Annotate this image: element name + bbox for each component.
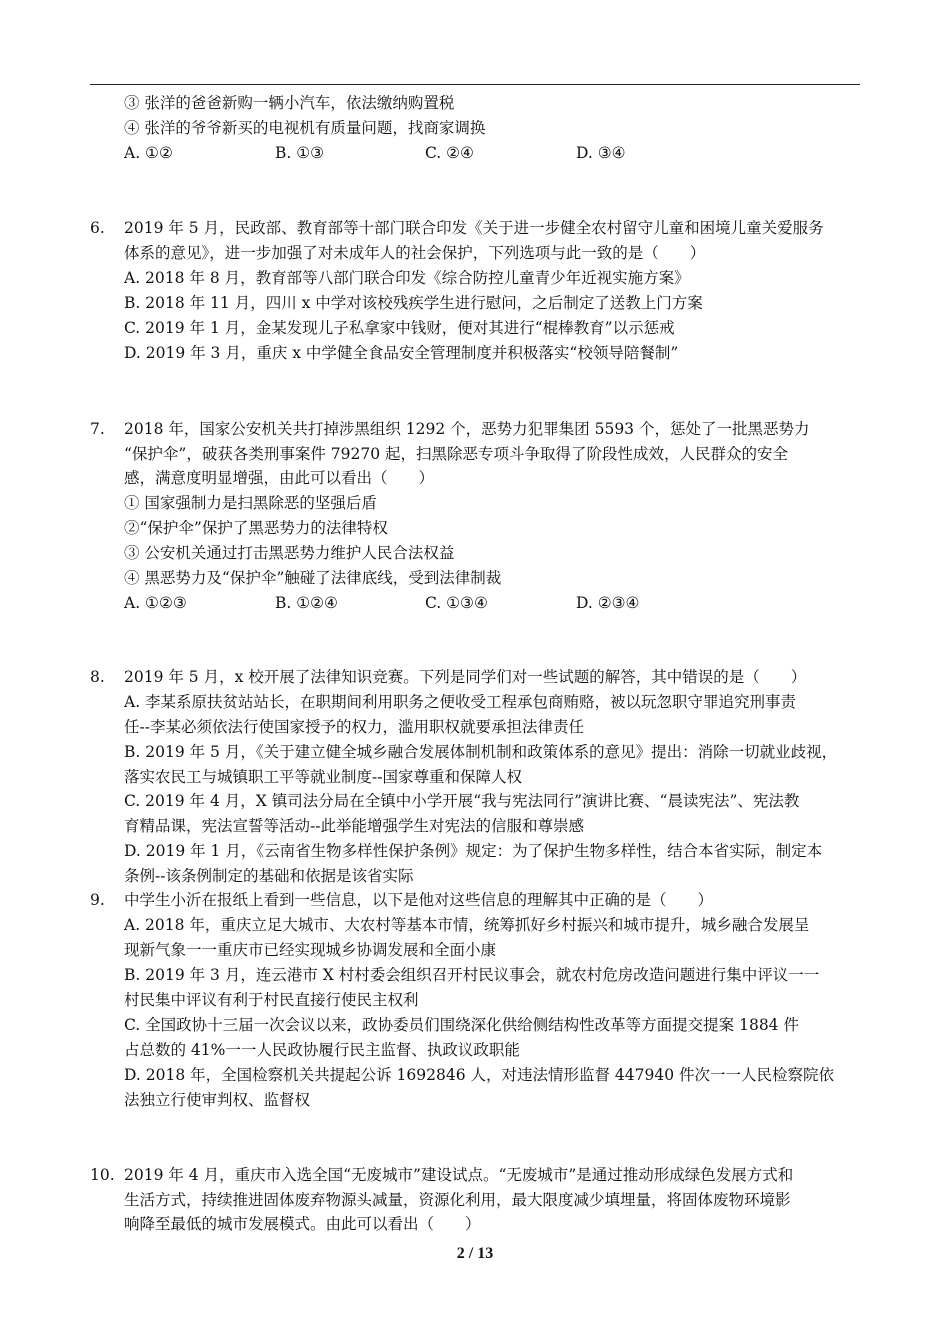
q5-option-a: A. ①② [124,144,173,162]
q7-item-4: ④ 黑恶势力及“保护伞”触碰了法律底线，受到法律制裁 [124,569,502,587]
q7-option-d: D. ②③④ [576,594,640,612]
q7-option-c: C. ①③④ [425,594,488,612]
q10-stem-line: 2019 年 4 月，重庆市入选全国“无废城市”建设试点。“无废城市”是通过推动形成绿色发展方式和 [124,1166,794,1184]
q6-option-b: B. 2018 年 11 月，四川 x 中学对该校残疾学生进行慰问，之后制定了送教上门方案 [124,294,703,312]
q7-number: 7. [90,420,105,438]
q7-stem-line: “保护伞”，破获各类刑事案件 79270 起，扫黑除恶专项斗争取得了阶段性成效，人民群众的安全 [124,445,789,463]
q10-stem-line: 生活方式，持续推进固体废弃物源头减量，资源化利用，最大限度减少填埋量，将固体废物环境影 [124,1191,791,1209]
q6-option-a: A. 2018 年 8 月，教育部等八部门联合印发《综合防控儿童青少年近视实施方案》 [124,269,690,287]
q10-number: 10. [90,1166,115,1184]
q6-option-c: C. 2019 年 1 月，金某发现儿子私拿家中钱财，便对其进行“棍棒教育”以示惩戒 [124,319,675,337]
q9-option-c: C. 全国政协十三届一次会议以来，政协委员们围绕深化供给侧结构性改革等方面提交提案 1884 件 [124,1016,799,1034]
q6-number: 6. [90,219,105,237]
q9-option-b-cont: 村民集中评议有利于村民直接行使民主权利 [124,991,419,1009]
header-rule [90,84,860,85]
q7-option-b: B. ①②④ [275,594,338,612]
q8-option-d-cont: 条例--该条例制定的基础和依据是该省实际 [124,867,414,885]
q10-stem-line: 响降至最低的城市发展模式。由此可以看出（ ） [124,1215,481,1233]
q7-option-a: A. ①②③ [124,594,187,612]
q8-option-c-cont: 育精品课，宪法宣誓等活动--此举能增强学生对宪法的信服和尊崇感 [124,817,584,835]
q5-option-c: C. ②④ [425,144,474,162]
page-number: 2 / 13 [456,1245,494,1262]
q5-item-3: ③ 张洋的爸爸新购一辆小汽车，依法缴纳购置税 [124,94,455,112]
q8-option-c: C. 2019 年 4 月，X 镇司法分局在全镇中小学开展“我与宪法同行”演讲比赛、“晨读宪法”、宪法教 [124,792,800,810]
q7-stem-line: 2018 年，国家公安机关共打掉涉黑组织 1292 个，恶势力犯罪集团 5593 个，惩处了一批黑恶势力 [124,420,810,438]
q5-option-b: B. ①③ [275,144,325,162]
q9-option-b: B. 2019 年 3 月，连云港市 X 村村委会组织召开村民议事会，就农村危房改造问题进行集中评议一一 [124,966,820,984]
q9-option-c-cont: 占总数的 41%一一人民政协履行民主监督、执政议政职能 [124,1041,520,1059]
q6-stem-line: 2019 年 5 月，民政部、教育部等十部门联合印发《关于进一步健全农村留守儿童和困境儿童关爱服务 [124,219,824,237]
q8-option-b-cont: 落实农民工与城镇职工平等就业制度--国家尊重和保障人权 [124,768,522,786]
q8-option-a-cont: 任--李某必须依法行使国家授予的权力，滥用职权就要承担法律责任 [124,718,584,736]
q5-option-d: D. ③④ [576,144,626,162]
q9-option-d: D. 2018 年，全国检察机关共提起公诉 1692846 人，对违法情形监督 447940 件次一一人民检察院依 [124,1066,835,1084]
q8-option-a: A. 李某系原扶贫站站长，在职期间利用职务之便收受工程承包商贿赂，被以玩忽职守罪追究刑事责 [124,693,797,711]
q7-item-3: ③ 公安机关通过打击黑恶势力维护人民合法权益 [124,544,455,562]
q6-option-d: D. 2019 年 3 月，重庆 x 中学健全食品安全管理制度并积极落实“校领导陪餐制” [124,344,679,362]
q9-option-a: A. 2018 年，重庆立足大城市、大农村等基本市情，统筹抓好乡村振兴和城市提升，城乡融合发展呈 [124,916,810,934]
q9-stem-line: 中学生小沂在报纸上看到一些信息，以下是他对这些信息的理解其中正确的是（ ） [124,891,714,909]
q8-stem-line: 2019 年 5 月，x 校开展了法律知识竞赛。下列是同学们对一些试题的解答，其中错误的是（ ） [124,668,807,686]
q8-number: 8. [90,668,105,686]
q9-option-a-cont: 现新气象一一重庆市已经实现城乡协调发展和全面小康 [124,941,497,959]
q8-option-b: B. 2019 年 5 月，《关于建立健全城乡融合发展体制机制和政策体系的意见》提出：消除一切就业歧视， [124,743,838,761]
q6-stem-line: 体系的意见》，进一步加强了对未成年人的社会保护，下列选项与此一致的是（ ） [124,244,706,262]
q8-option-d: D. 2019 年 1 月，《云南省生物多样性保护条例》规定：为了保护生物多样性，结合本省实际，制定本 [124,842,823,860]
q9-option-d-cont: 法独立行使审判权、监督权 [124,1091,311,1109]
q7-item-2: ②“保护伞”保护了黑恶势力的法律特权 [124,519,388,537]
q7-stem-line: 感，满意度明显增强，由此可以看出（ ） [124,469,435,487]
q5-item-4: ④ 张洋的爷爷新买的电视机有质量问题，找商家调换 [124,119,486,137]
q9-number: 9. [90,891,105,909]
q7-item-1: ① 国家强制力是扫黑除恶的坚强后盾 [124,494,377,512]
